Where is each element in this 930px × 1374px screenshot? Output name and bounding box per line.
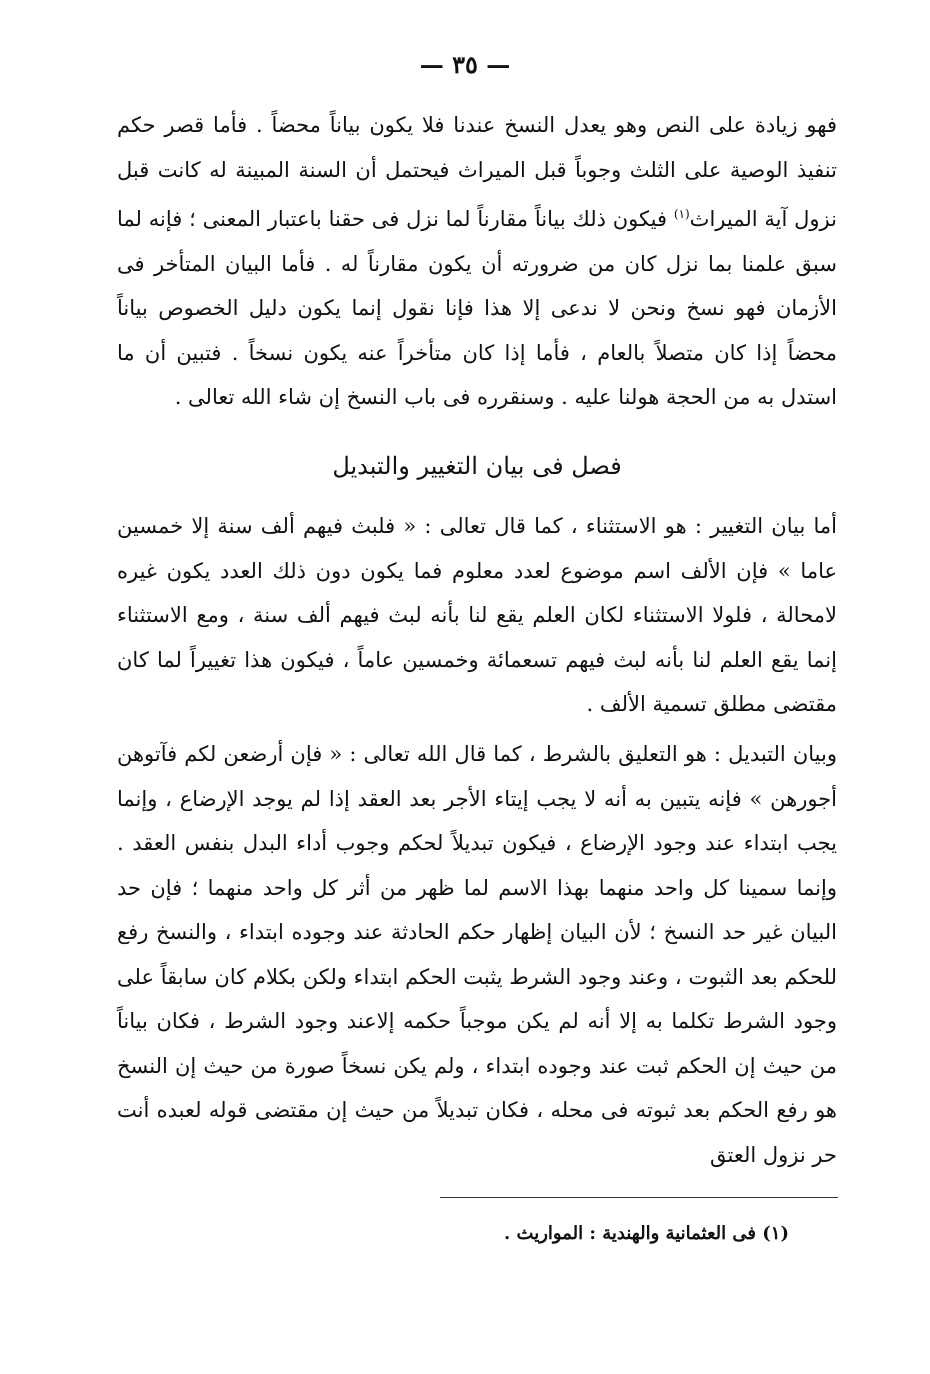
footnote-divider [440,1197,838,1198]
page-number: — ٣٥ — [419,50,511,79]
paragraph-1 [117,103,837,420]
section-heading: فصل فى بيان التغيير والتبديل [332,452,622,480]
paragraph-2: أما بيان التغيير : هو الاستثناء ، كما قال تعالى : « فلبث فيهم ألف سنة إلا خمسين عاما » فإن الألف اسم موضوع لعدد معلوم فما يكون دون ذلك العدد يكون غيره لامحالة ، فلولا الاستثناء لكان العلم يقع لنا بأنه لبث فيهم ألف سنة ، ومع الاستثناء إنما يقع العلم لنا بأنه لبث فيهم تسعمائة وخمسين عاماً ، فيكون هذا تغييراً لما كان مقتضى مطلق تسمية الألف . [117,514,837,716]
footnote: (١) فى العثمانية والهندية : المواريث . [503,1223,789,1244]
footnote-marker[interactable]: (١) [673,207,690,221]
paragraph-1-part-a: فهو زيادة على النص وهو يعدل النسخ عندنا فلا يكون بياناً محضاً . فأما قصر حكم تنفيذ الوصية على الثلث وجوباً قبل الميراث فيحتمل أن السنة المبينة له كانت قبل نزول آية الميراث [117,113,837,231]
paragraph-1-part-b: فيكون ذلك بياناً مقارناً لما نزل فى حقنا باعتبار المعنى ؛ فإنه لما سبق علمنا بما نزل كان من ضرورته أن يكون مقارناً له . فأما البيان المتأخر فى الأزمان فهو نسخ ونحن لا ندعى إلا هذا فإنا نقول إنما يكون دليل الخصوص بياناً محضاً إذا كان متصلاً بالعام ، فأما إذا كان متأخراً عنه يكون نسخاً . فتبين أن ما استدل به من الحجة هولنا عليه . وسنقرره فى باب النسخ إن شاء الله تعالى . [117,207,837,409]
paragraph-3: وبيان التبديل : هو التعليق بالشرط ، كما قال الله تعالى : « فإن أرضعن لكم فآتوهن أجورهن » فإنه يتبين به أنه لا يجب إيتاء الأجر بعد العقد إذا لم يوجد الإرضاع ، وإنما يجب ابتداء عند وجود الإرضاع ، فيكون تبديلاً لحكم وجوب أداء البدل بنفس العقد . وإنما سمينا كل واحد منهما بهذا الاسم لما ظهر من أثر كل واحد منهما ؛ فإن حد البيان غير حد النسخ ؛ لأن البيان إظهار حكم الحادثة عند وجوده ابتداء ، والنسخ رفع للحكم بعد الثبوت ، وعند وجود الشرط يثبت الحكم ابتداء ولكن بكلام كان سابقاً على وجود الشرط تكلما به إلا أنه لم يكن موجباً حكمه إلاعند وجود الشرط ، فكان بياناً من حيث إن الحكم ثبت عند وجوده ابتداء ، ولم يكن نسخاً صورة من حيث إن النسخ هو رفع الحكم بعد ثبوته فى محله ، فكان تبديلاً من حيث إن مقتضى قوله لعبده أنت حر نزول العتق [117,742,837,1167]
